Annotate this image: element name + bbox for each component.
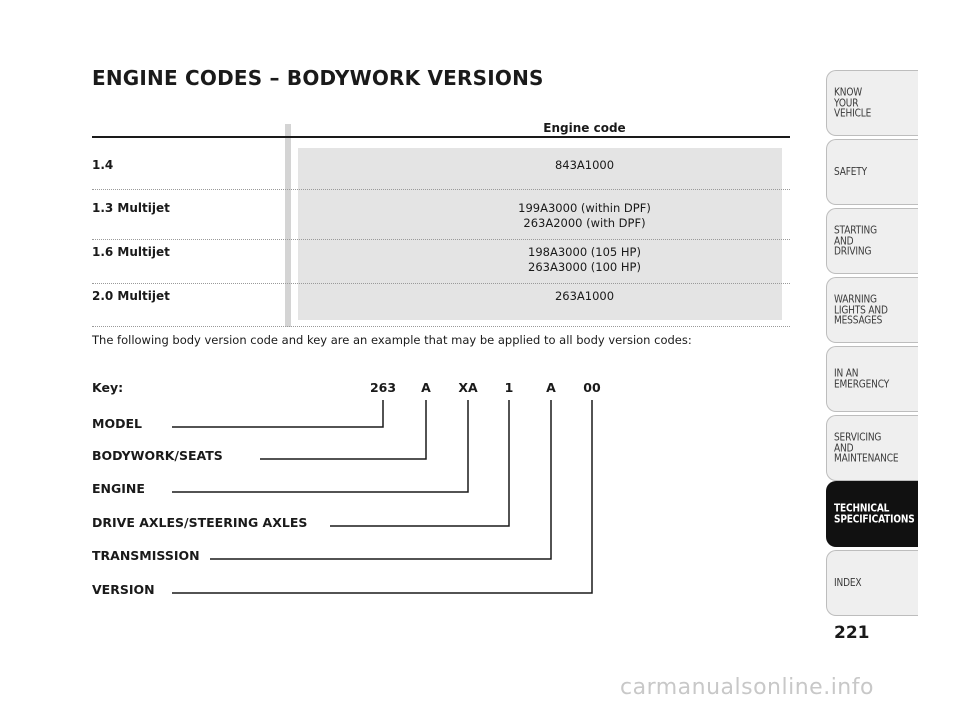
- body-version-note: The following body version code and key are an example that may be applied to all body version codes:: [92, 333, 692, 347]
- tab-technical-specifications[interactable]: [826, 481, 918, 547]
- key-label-bodywork: BODYWORK/SEATS: [92, 448, 223, 463]
- page-title: ENGINE CODES – BODYWORK VERSIONS: [92, 66, 544, 90]
- table-divider-bar: [285, 124, 291, 327]
- engine-code-value: 198A3000 (105 HP) 263A3000 (100 HP): [528, 245, 641, 274]
- code-model: 263: [369, 380, 397, 395]
- engine-code-column-header: Engine code: [543, 121, 626, 135]
- engine-code-table: [92, 116, 790, 328]
- code-version: 00: [583, 380, 601, 395]
- key-label-model: MODEL: [92, 416, 142, 431]
- engine-code-value: 263A1000: [554, 289, 615, 303]
- tab-know-your-vehicle[interactable]: [826, 70, 918, 136]
- tab-label: INDEX: [834, 575, 862, 589]
- engine-label: 1.4: [92, 158, 114, 172]
- engine-label: 2.0 Multijet: [92, 289, 170, 303]
- key-leader-lines: [92, 380, 652, 610]
- tab-servicing[interactable]: [826, 415, 918, 481]
- body-version-key-diagram: [92, 380, 652, 610]
- code-bodywork: A: [421, 380, 431, 395]
- page-number: 221: [834, 623, 870, 643]
- row-divider: [92, 283, 790, 284]
- row-divider: [92, 189, 790, 190]
- tab-label: IN AN EMERGENCY: [834, 366, 890, 390]
- key-label-engine: ENGINE: [92, 481, 145, 496]
- tab-label: SERVICING AND MAINTENANCE: [834, 430, 899, 465]
- tab-label: WARNING LIGHTS AND MESSAGES: [834, 292, 888, 327]
- key-label-version: VERSION: [92, 582, 155, 597]
- code-engine: XA: [458, 380, 478, 395]
- tab-safety[interactable]: [826, 139, 918, 205]
- tab-in-an-emergency[interactable]: [826, 346, 918, 412]
- tab-index[interactable]: [826, 550, 918, 616]
- tab-label: STARTING AND DRIVING: [834, 223, 877, 258]
- engine-label: 1.3 Multijet: [92, 201, 170, 215]
- row-divider: [92, 326, 790, 327]
- watermark: carmanualsonline.info: [620, 675, 874, 700]
- tab-label: KNOW YOUR VEHICLE: [834, 85, 872, 120]
- key-label-drive-axles: DRIVE AXLES/STEERING AXLES: [92, 515, 308, 530]
- code-drive-axles: 1: [504, 380, 514, 395]
- tab-label: SAFETY: [834, 164, 867, 178]
- tab-starting-and-driving[interactable]: [826, 208, 918, 274]
- key-label-transmission: TRANSMISSION: [92, 548, 200, 563]
- table-header-rule: [92, 136, 790, 138]
- tab-label: TECHNICAL SPECIFICATIONS: [834, 501, 915, 525]
- row-divider: [92, 239, 790, 240]
- engine-label: 1.6 Multijet: [92, 245, 170, 259]
- engine-code-value: 199A3000 (within DPF) 263A2000 (with DPF): [518, 201, 651, 230]
- code-transmission: A: [546, 380, 556, 395]
- engine-code-value: 843A1000: [554, 158, 615, 172]
- tab-warning-lights[interactable]: [826, 277, 918, 343]
- key-title: Key:: [92, 380, 124, 395]
